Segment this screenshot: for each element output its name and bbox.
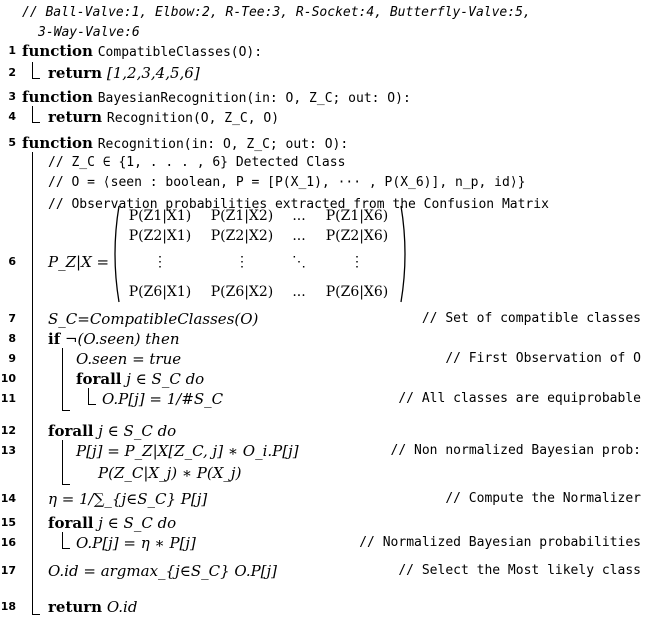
- code-text: S_C=CompatibleClasses(O): [48, 310, 259, 328]
- line-number: 18: [0, 600, 16, 613]
- code-text: O.P[j] = 1/#S_C: [102, 390, 224, 408]
- keyword: forall: [76, 370, 122, 388]
- line-2: [0, 62, 663, 84]
- line-number: 14: [0, 492, 16, 505]
- matrix-cell: ...: [292, 228, 306, 244]
- line-comment: // All classes are equiprobable: [398, 391, 641, 406]
- comment-text: // Observation probabilities extracted from the Confusion Matrix: [48, 197, 549, 212]
- matrix-cell: ...: [292, 284, 306, 300]
- line-comment: // Select the Most likely class: [398, 563, 641, 578]
- comment-text: // O = ⟨seen : boolean, P = [P(X_1), ··· , P(X_6)], n_p, id⟩}: [48, 175, 526, 190]
- code-text: O.id = argmax_{j∈S_C} O.P[j]: [48, 562, 278, 580]
- matrix-cell: ⋮: [235, 254, 249, 270]
- header-comment-1: [0, 2, 663, 24]
- line-number: 2: [8, 66, 16, 79]
- line-16: [0, 532, 663, 554]
- left-paren: [110, 205, 120, 303]
- block-brace: [32, 62, 40, 79]
- line-number: 7: [8, 312, 16, 325]
- matrix-label: P_Z|X =: [48, 253, 110, 271]
- line-number: 5: [8, 136, 16, 149]
- matrix-cell: P(Z2|X6): [325, 228, 389, 244]
- code-text: η = 1/∑_{j∈S_C} P[j]: [48, 490, 208, 508]
- line-12: [0, 420, 663, 442]
- matrix-cell: P(Z2|X1): [128, 228, 192, 244]
- line-1: [0, 40, 663, 62]
- line-10: [0, 368, 663, 390]
- confusion-matrix: [110, 205, 410, 303]
- matrix-cell: P(Z1|X1): [128, 208, 192, 224]
- line-number: 12: [0, 424, 16, 437]
- block-brace: [88, 388, 96, 405]
- line-18: [0, 596, 663, 618]
- matrix-cell: ...: [292, 208, 306, 224]
- matrix-cell: P(Z1|X2): [210, 208, 274, 224]
- code-text: Recognition(in: O, Z_C; out: O):: [97, 137, 349, 152]
- code-text: BayesianRecognition(in: O, Z_C; out: O):: [97, 91, 411, 106]
- code-text: CompatibleClasses(O):: [97, 45, 263, 60]
- matrix-cell: P(Z6|X6): [325, 284, 389, 300]
- keyword: return: [48, 598, 103, 616]
- keyword: function: [22, 42, 93, 60]
- code-text: Recognition(O, Z_C, O): [106, 111, 280, 126]
- line-comment: // First Observation of O: [445, 351, 641, 366]
- body-comment-1: [0, 152, 663, 174]
- matrix-cell: P(Z1|X6): [325, 208, 389, 224]
- header-comment-text-1: // Ball-Valve:1, Elbow:2, R-Tee:3, R-Socket:4, Butterfly-Valve:5,: [22, 5, 531, 20]
- keyword: return: [48, 108, 103, 126]
- line-13: [0, 440, 663, 462]
- line-comment: // Compute the Normalizer: [445, 491, 641, 506]
- keyword: forall: [48, 422, 94, 440]
- line-number: 10: [0, 372, 16, 385]
- line-number: 16: [0, 536, 16, 549]
- code-text: j ∈ S_C do: [98, 422, 177, 440]
- keyword: function: [22, 134, 93, 152]
- line-7: [0, 308, 663, 330]
- matrix-cell: ⋮: [350, 254, 364, 270]
- line-comment: // Non normalized Bayesian prob:: [390, 443, 641, 458]
- line-9: [0, 348, 663, 370]
- line-17: [0, 560, 663, 582]
- line-number: 15: [0, 516, 16, 529]
- code-text: j ∈ S_C do: [126, 370, 205, 388]
- block-brace: [62, 348, 70, 411]
- right-paren: [400, 205, 410, 303]
- matrix-cell: P(Z6|X2): [210, 284, 274, 300]
- line-3: [0, 86, 663, 108]
- header-comment-text-2: 3-Way-Valve:6: [38, 25, 140, 40]
- block-brace: [62, 440, 70, 485]
- line-11: [0, 388, 663, 410]
- line-5: [0, 132, 663, 154]
- comment-text: // Z_C ∈ {1, . . . , 6} Detected Class: [48, 155, 346, 170]
- code-text: O.seen = true: [76, 350, 182, 368]
- code-text: ¬(O.seen) then: [64, 330, 180, 348]
- code-text: [1,2,3,4,5,6]: [106, 64, 200, 82]
- code-text: O.P[j] = η ∗ P[j]: [76, 534, 196, 552]
- keyword: if: [48, 330, 61, 348]
- line-number: 6: [8, 255, 16, 268]
- line-comment: // Set of compatible classes: [421, 311, 641, 326]
- matrix-cell: P(Z2|X2): [210, 228, 274, 244]
- block-brace: [32, 152, 40, 615]
- line-number: 13: [0, 444, 16, 457]
- matrix-cell: ⋮: [153, 254, 167, 270]
- matrix-cell: P(Z6|X1): [128, 284, 192, 300]
- line-comment: // Normalized Bayesian probabilities: [359, 535, 641, 550]
- keyword: function: [22, 88, 93, 106]
- block-brace: [32, 106, 40, 123]
- line-number: 1: [8, 44, 16, 57]
- code-text: P(Z_C|X_j) ∗ P(X_j): [98, 464, 242, 482]
- line-number: 11: [0, 392, 16, 405]
- line-number: 8: [8, 332, 16, 345]
- line-number: 4: [8, 110, 16, 123]
- line-4: [0, 106, 663, 128]
- line-number: 17: [0, 564, 16, 577]
- matrix-cell: ⋱: [292, 254, 306, 270]
- block-brace: [62, 532, 70, 549]
- line-15: [0, 512, 663, 534]
- keyword: forall: [48, 514, 94, 532]
- code-text: j ∈ S_C do: [98, 514, 177, 532]
- line-8: [0, 328, 663, 350]
- line-number: 9: [8, 352, 16, 365]
- keyword: return: [48, 64, 103, 82]
- code-text: O.id: [106, 598, 138, 616]
- code-text: P[j] = P_Z|X[Z_C, j] ∗ O_i.P[j]: [76, 442, 299, 460]
- body-comment-2: [0, 172, 663, 194]
- line-number: 3: [8, 90, 16, 103]
- line-14: [0, 488, 663, 510]
- line-13-cont: [0, 462, 663, 484]
